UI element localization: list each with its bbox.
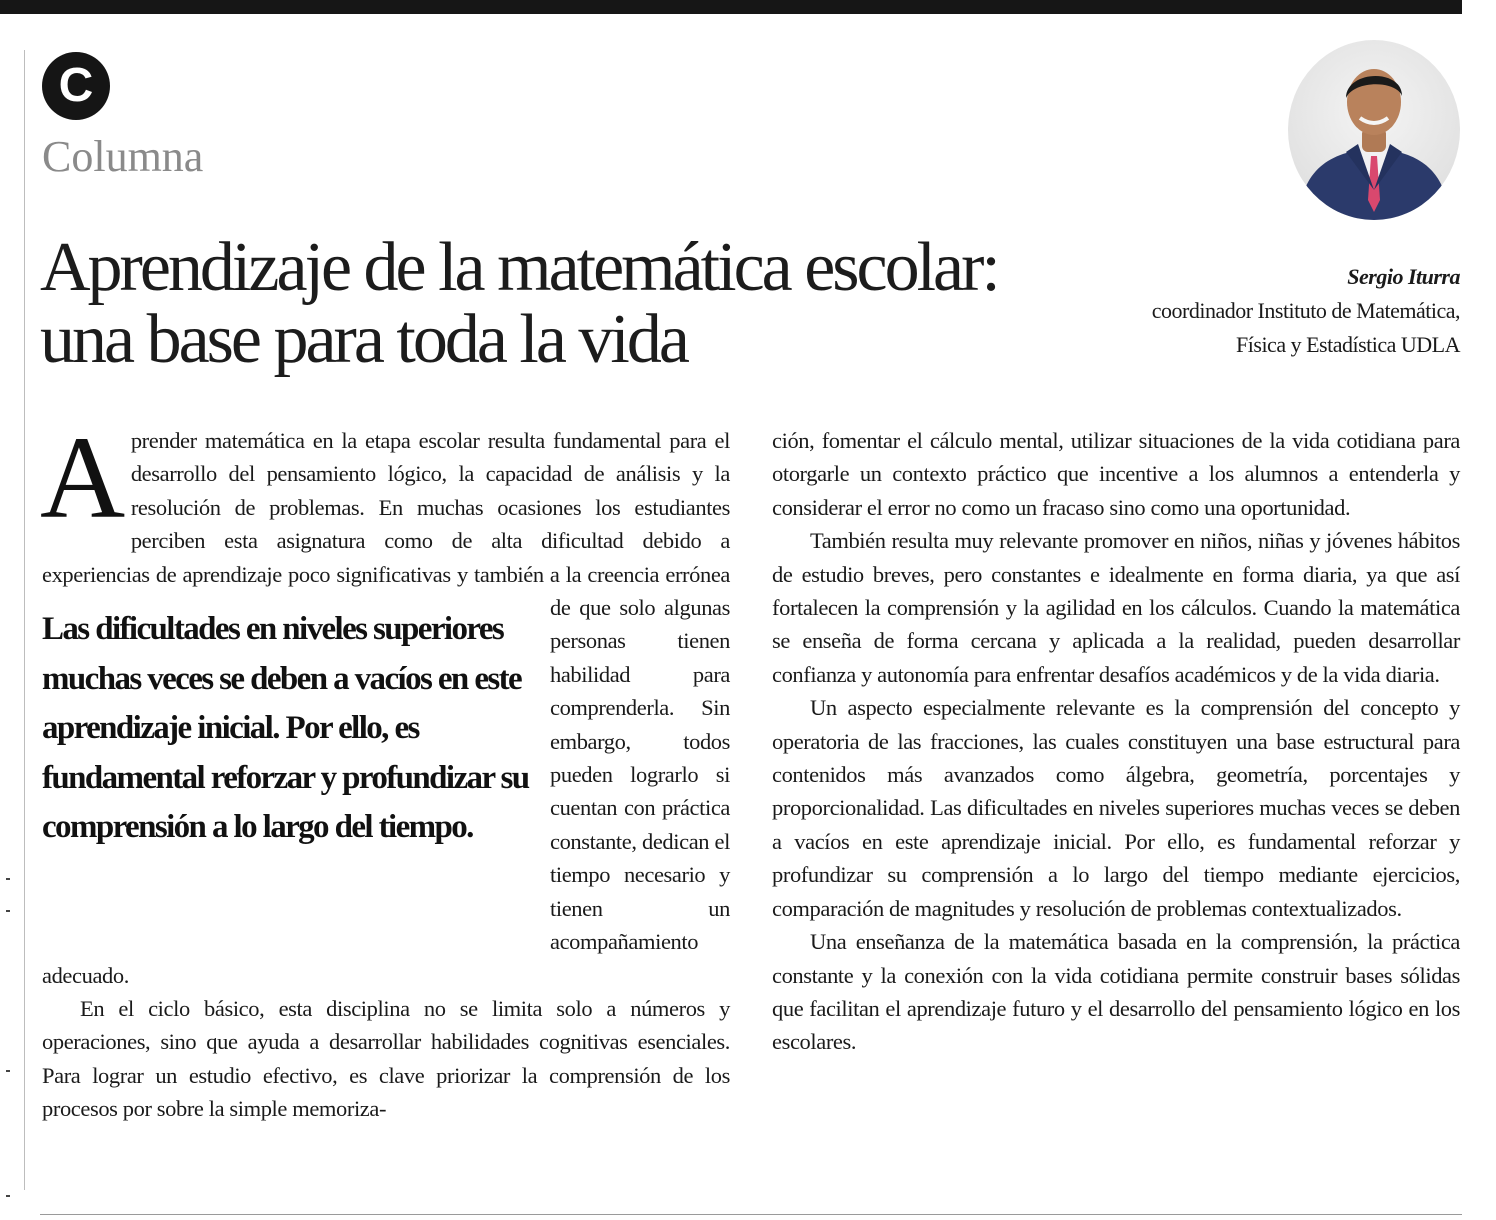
top-rule (0, 0, 1462, 14)
drop-cap: A (40, 412, 125, 543)
paragraph-3: También resulta muy relevante promover en niños, niñas y jóvenes hábitos de estudio breves, pero constantes e idealmente en forma diaria, ya que así fortalecen la comprensión y la agilidad en los cálculos. Cuando la matemática se enseña de forma cercana y aplicada a la realidad, pueden desarrollar confianza y autonomía para enfrentar desafíos académicos y de la vida diaria. (772, 528, 1460, 687)
section-badge: C (42, 52, 110, 120)
headline-line-2: una base para toda la vida (40, 301, 687, 378)
author-photo-illustration (1288, 40, 1460, 220)
author-role: coordinador Instituto de Matemática, Física y Estadística UDLA (1151, 298, 1460, 357)
paragraph-2: En el ciclo básico, esta disciplina no se limita solo a números y operaciones, sino que ayuda a desarrollar habilidades cognitivas esenciales. Para lograr un estudio efectivo, es clave priorizar la comprensión de los procesos por sobre la simple memoriza- (42, 995, 730, 1122)
article-column-left (40, 412, 730, 1126)
paragraph-5: Una enseñanza de la matemática basada en la comprensión, la práctica constante y la conexión con la vida cotidiana permite construir bases sólidas que facilitan el aprendizaje futuro y el desarrollo del pensamiento lógico en los escolares. (772, 929, 1460, 1055)
paragraph-1 (40, 412, 730, 992)
author-info (1100, 260, 1460, 362)
article-column-right (772, 424, 1460, 1059)
bottom-rule (40, 1214, 1462, 1215)
author-photo (1288, 40, 1460, 220)
paragraph-1-text-b: personas tienen habilidad para comprenderla. Sin embargo, todos pueden lograrlo si cuentan con práctica constante, dedican el tiempo necesario y tienen un acompañamiento adecuado. (42, 628, 730, 988)
headline-line-1: Aprendizaje de la matemática escolar: (40, 229, 998, 306)
section-label: Columna (42, 132, 204, 181)
paragraph-2-continued: ción, fomentar el cálculo mental, utilizar situaciones de la vida cotidiana para otorgarle un contexto práctico que incentive a los alumnos a entenderla y considerar el error no como un fracaso sino como una oportunidad. (772, 428, 1460, 520)
paragraph-4: Un aspecto especialmente relevante es la comprensión del concepto y operatoria de las fracciones, las cuales constituyen una base estructural para contenidos más avanzados como álgebra, geometría, porcentajes y proporcionalidad. Las dificultades en niveles superiores muchas veces se deben a vacíos en este aprendizaje inicial. Por ello, es fundamental reforzar y profundizar su comprensión a lo largo del tiempo mediante ejercicios, comparación de magnitudes y resolución de problemas contextualizados. (772, 695, 1460, 921)
paragraph-1-text-a: prender matemática en la etapa escolar resulta fundamental para el desarrollo del pensamiento lógico, la capacidad de análisis y la resolución de problemas. En muchas ocasiones los estudiantes perciben esta asignatura como de alta dificultad debido a experiencias de aprendizaje poco significativas y también a la creencia errónea de que solo algunas (42, 428, 730, 621)
margin-ticks (6, 870, 10, 1220)
column-divider-left (24, 50, 25, 1190)
pull-quote: Las dificultades en niveles superiores muchas veces se deben a vacíos en este aprendizaje inicial. Por ello, es fundamental reforzar y profundizar su comprensión a lo largo del tiempo. (42, 611, 529, 846)
headline (40, 229, 1140, 378)
author-name: Sergio Iturra (1347, 264, 1460, 289)
